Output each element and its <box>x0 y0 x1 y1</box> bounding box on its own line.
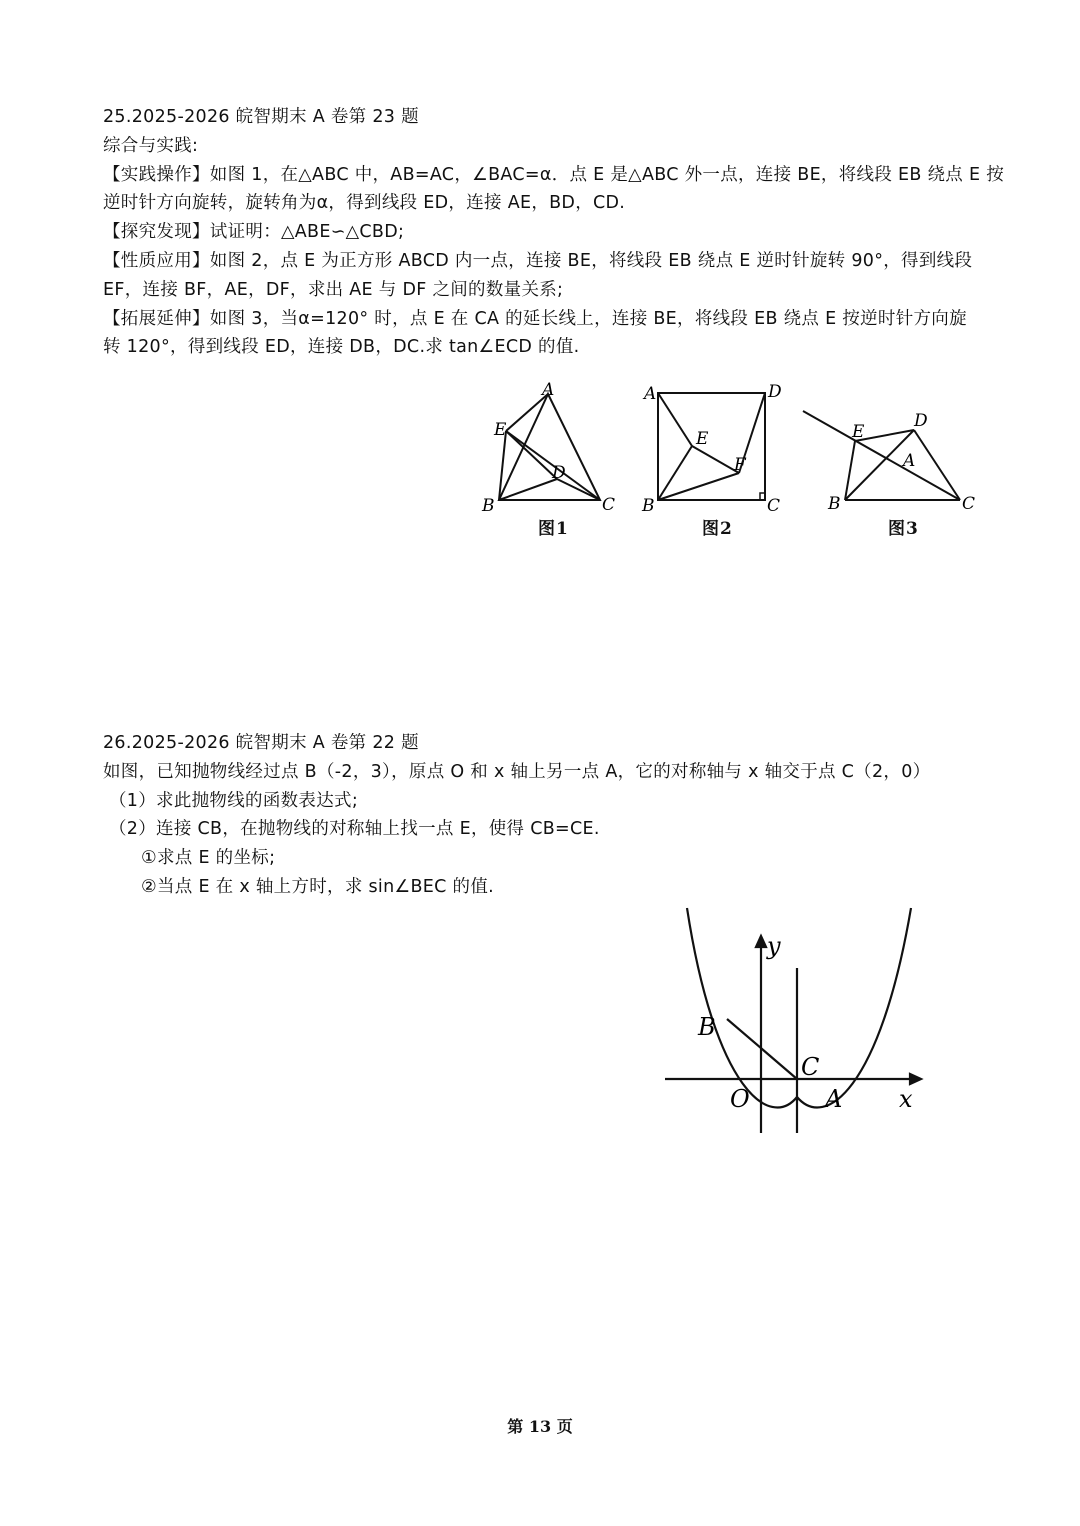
figure-3-diagram <box>800 380 980 514</box>
figure-2-diagram <box>640 380 790 516</box>
figure-2 <box>640 380 790 539</box>
point-label-d: D <box>552 463 566 483</box>
segment-bf <box>658 473 739 500</box>
question-26-header: 26.2025-2026 皖智期末 A 卷第 22 题 <box>103 733 419 753</box>
point-label-c: C <box>962 494 976 514</box>
figure-1-caption: 图1 <box>538 519 569 539</box>
y-axis-arrow <box>756 936 766 947</box>
segment-be <box>658 446 692 500</box>
question-25-line: 逆时针方向旋转，旋转角为α，得到线段 ED，连接 AE，BD，CD. <box>103 193 626 214</box>
question-25-line: 【实践操作】如图 1，在△ABC 中，AB=AC，∠BAC=α．点 E 是△ABC 外一点，连接 BE，将线段 EB 绕点 E 按 <box>103 164 1004 185</box>
axis-label-y: y <box>767 932 781 960</box>
point-label-e: E <box>852 422 865 442</box>
question-25-header: 25.2025-2026 皖智期末 A 卷第 23 题 <box>103 107 419 127</box>
parabola-graph <box>655 900 935 1140</box>
segment-ae <box>658 393 692 446</box>
point-label-d: D <box>914 411 928 431</box>
point-label-e: E <box>494 420 507 440</box>
question-25-line: 【探究发现】试证明：△ABE∽△CBD; <box>103 222 405 243</box>
point-label-b: B <box>698 1013 716 1041</box>
question-26-part: （2）连接 CB，在抛物线的对称轴上找一点 E，使得 CB=CE. <box>109 819 600 840</box>
question-25-line: EF，连接 BF，AE，DF，求出 AE 与 DF 之间的数量关系; <box>103 279 564 300</box>
page-number: 第 13 页 <box>507 1417 573 1436</box>
parabola-diagram <box>655 900 935 1140</box>
segment-dc <box>914 430 960 500</box>
point-label-c: C <box>767 496 781 516</box>
figure-3-caption: 图3 <box>888 519 919 539</box>
figure-3 <box>800 380 980 539</box>
segment-be <box>499 431 506 500</box>
question-26-subpart: ②当点 E 在 x 轴上方时，求 sin∠BEC 的值. <box>141 876 494 897</box>
question-25-line: 转 120°，得到线段 ED，连接 DB，DC.求 tan∠ECD 的值. <box>103 337 580 358</box>
x-axis-arrow <box>910 1074 921 1084</box>
question-25-line: 【性质应用】如图 2，点 E 为正方形 ABCD 内一点，连接 BE，将线段 EB 绕点 E 逆时针旋转 90°，得到线段 <box>103 250 973 271</box>
question-25 <box>103 103 1004 362</box>
parabola-curve <box>687 908 911 1107</box>
figure-2-caption: 图2 <box>702 519 733 539</box>
point-label-a: A <box>644 384 657 404</box>
line-ca-extended <box>803 411 960 500</box>
point-label-o: O <box>730 1085 750 1113</box>
point-label-e: E <box>696 429 709 449</box>
question-26-part: （1）求此抛物线的函数表达式; <box>109 790 359 811</box>
point-label-b: B <box>482 496 495 516</box>
point-label-f: F <box>734 455 746 475</box>
point-label-d: D <box>768 382 782 402</box>
point-label-c: C <box>602 495 616 515</box>
question-25-line: 综合与实践: <box>103 135 199 156</box>
question-25-line: 【拓展延伸】如图 3，当α=120° 时，点 E 在 CA 的延长线上，连接 BE，将线段 EB 绕点 E 按逆时针方向旋 <box>103 308 967 329</box>
point-label-a: A <box>825 1085 843 1113</box>
segment-ef <box>692 446 739 473</box>
triangle-abc <box>499 394 600 500</box>
question-26 <box>103 729 983 902</box>
point-label-c: C <box>801 1053 820 1081</box>
point-label-b: B <box>828 494 841 514</box>
segment-ed <box>506 431 557 479</box>
figure-1-diagram <box>480 380 620 516</box>
figure-1 <box>480 380 620 539</box>
point-label-b: B <box>642 496 655 516</box>
point-label-a: A <box>542 380 555 400</box>
axis-label-x: x <box>899 1085 913 1113</box>
point-label-a: A <box>903 451 916 471</box>
square-abcd <box>658 393 765 500</box>
question-26-subpart: ①求点 E 的坐标; <box>141 848 276 869</box>
question-26-line: 如图，已知抛物线经过点 B（-2，3），原点 O 和 x 轴上另一点 A，它的对称轴与 x 轴交于点 C（2，0） <box>103 761 931 782</box>
